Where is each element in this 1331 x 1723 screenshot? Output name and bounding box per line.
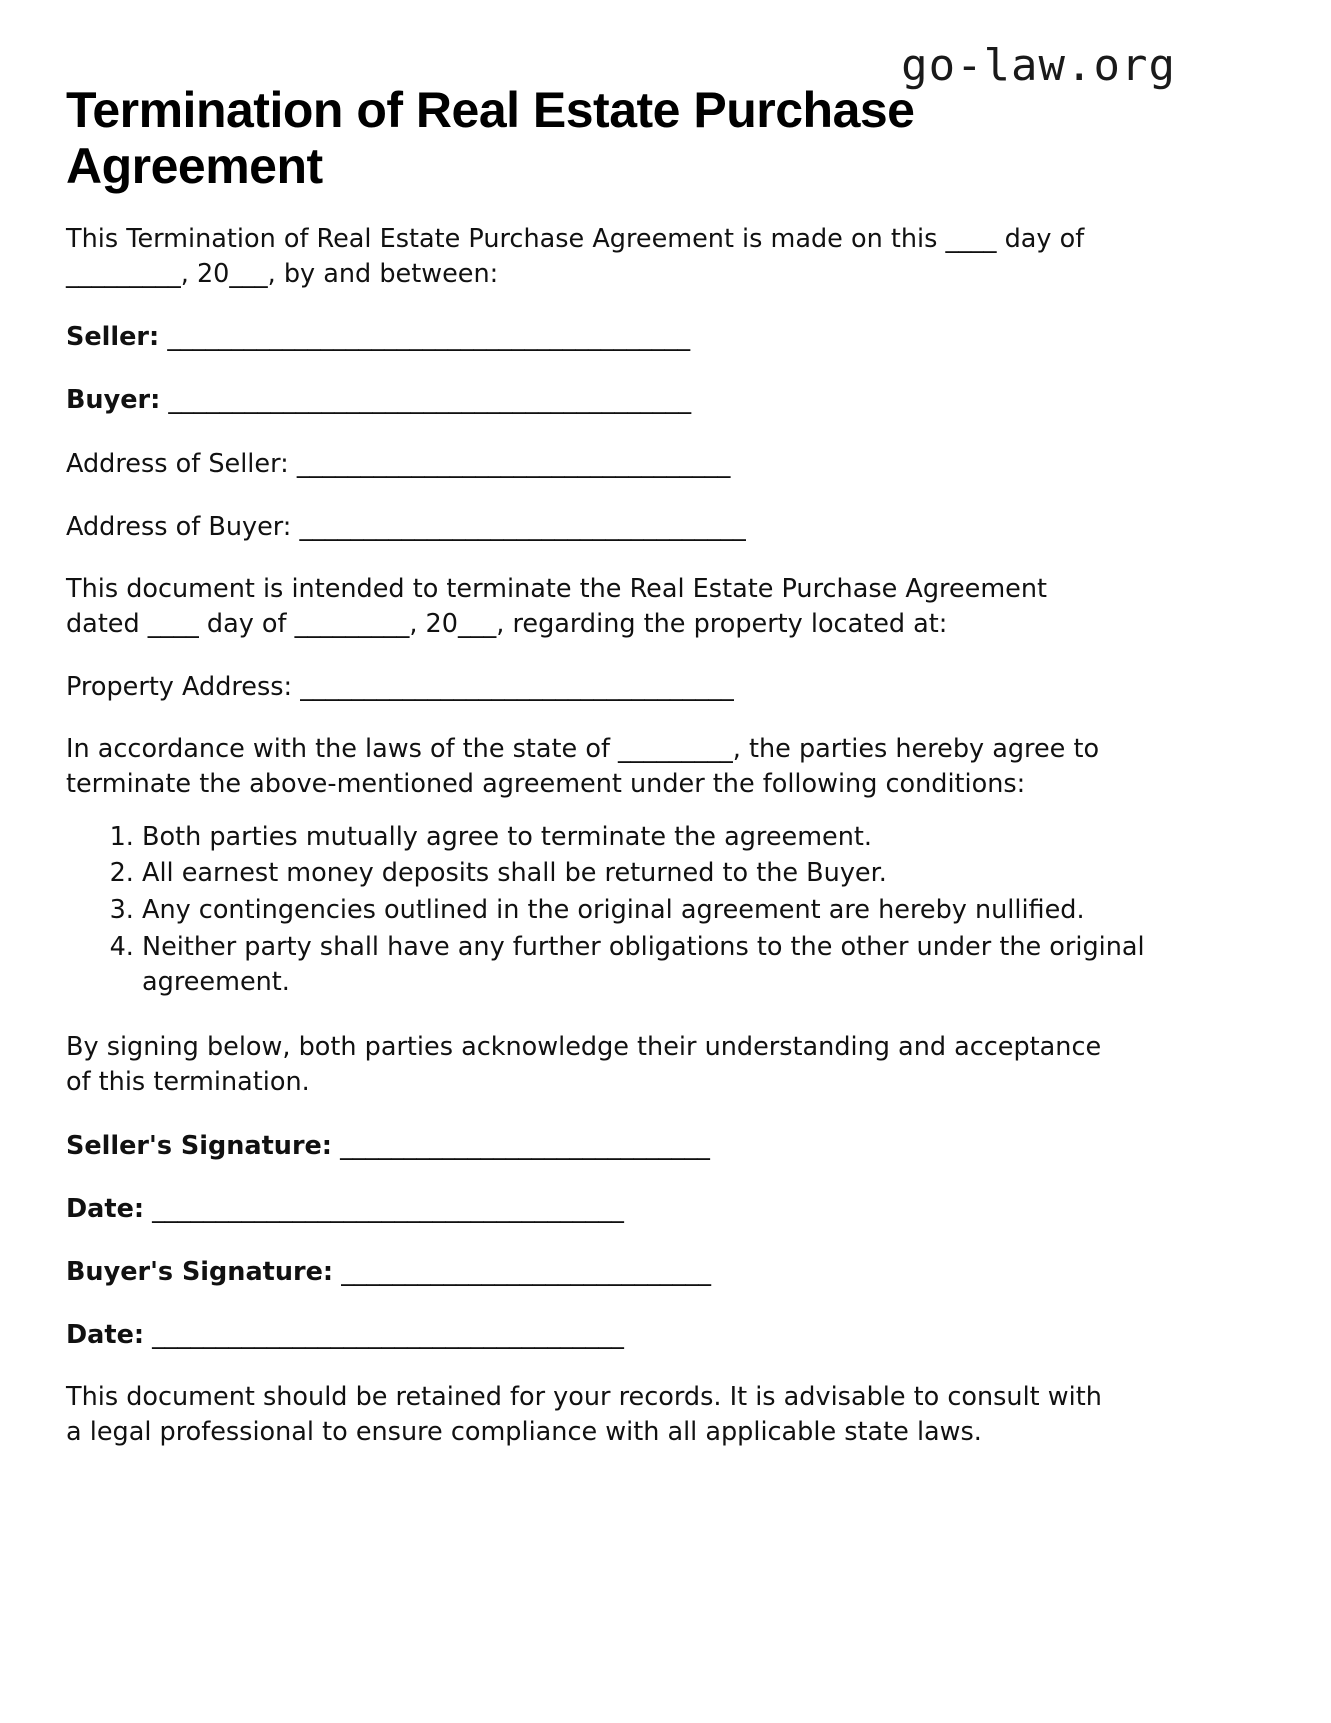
field-buyer-signature-blank[interactable]: _____________________________ — [341, 1256, 711, 1287]
footer-note-paragraph: This document should be retained for your records. It is advisable to consult with a legal professional to ensure compliance with all applicable state laws. — [66, 1382, 1102, 1447]
acknowledgement-paragraph: By signing below, both parties acknowledge their understanding and acceptance of this termination. — [66, 1032, 1102, 1097]
intro-paragraph: This Termination of Real Estate Purchase Agreement is made on this ____ day of _________, 20___, by and between: — [66, 224, 1085, 289]
field-seller-signature-blank[interactable]: _____________________________ — [340, 1130, 710, 1161]
field-address-of-buyer — [66, 481, 1186, 544]
field-buyer-label: Buyer: — [66, 385, 161, 416]
field-property-address-label: Property Address: — [66, 672, 293, 703]
field-seller-signature-label: Seller's Signature: — [66, 1130, 333, 1161]
field-address-of-buyer-label: Address of Buyer: — [66, 511, 292, 542]
field-address-of-seller-label: Address of Seller: — [66, 448, 289, 479]
field-seller-blank[interactable]: _________________________________________ — [167, 322, 691, 353]
field-property-address-blank[interactable]: __________________________________ — [300, 672, 734, 703]
field-seller-date-label: Date: — [66, 1193, 145, 1224]
page-title: Termination of Real Estate Purchase Agreement — [66, 82, 915, 194]
site-brand-logo: go-law.org — [901, 40, 1176, 91]
accordance-paragraph: In accordance with the laws of the state of _________, the parties hereby agree to terminate the above-mentioned agreement under the following conditions: — [66, 734, 1100, 800]
list-item: 3. Any contingencies outlined in the original agreement are hereby nullified. — [142, 893, 1152, 930]
field-buyer-date-blank[interactable]: _____________________________________ — [152, 1319, 624, 1350]
conditions-list — [66, 802, 1152, 1002]
intent-paragraph: This document is intended to terminate the Real Estate Purchase Agreement dated ____ day of _________, 20___, regarding the property located at: — [66, 573, 1048, 639]
field-seller — [66, 291, 1186, 354]
field-seller-label: Seller: — [66, 322, 160, 353]
list-item: 4. Neither party shall have any further obligations to the other under the original agreement. — [142, 930, 1152, 1002]
field-buyer — [66, 354, 1186, 417]
field-buyer-blank[interactable]: _________________________________________ — [168, 385, 692, 416]
field-property-address — [66, 641, 1186, 704]
field-buyer-date-label: Date: — [66, 1319, 145, 1350]
document-content — [66, 0, 1186, 1449]
field-address-of-buyer-blank[interactable]: ___________________________________ — [299, 511, 746, 542]
field-buyer-signature-label: Buyer's Signature: — [66, 1256, 334, 1287]
field-buyer-date — [66, 1289, 1186, 1352]
list-item: 1. Both parties mutually agree to terminate the agreement. — [142, 820, 1152, 857]
field-seller-date-blank[interactable]: _____________________________________ — [152, 1193, 624, 1224]
field-buyer-signature — [66, 1226, 1186, 1289]
field-seller-signature — [66, 1100, 1186, 1163]
list-item: 2. All earnest money deposits shall be returned to the Buyer. — [142, 856, 1152, 893]
field-address-of-seller — [66, 418, 1186, 481]
field-address-of-seller-blank[interactable]: __________________________________ — [296, 448, 731, 479]
field-seller-date — [66, 1163, 1186, 1226]
